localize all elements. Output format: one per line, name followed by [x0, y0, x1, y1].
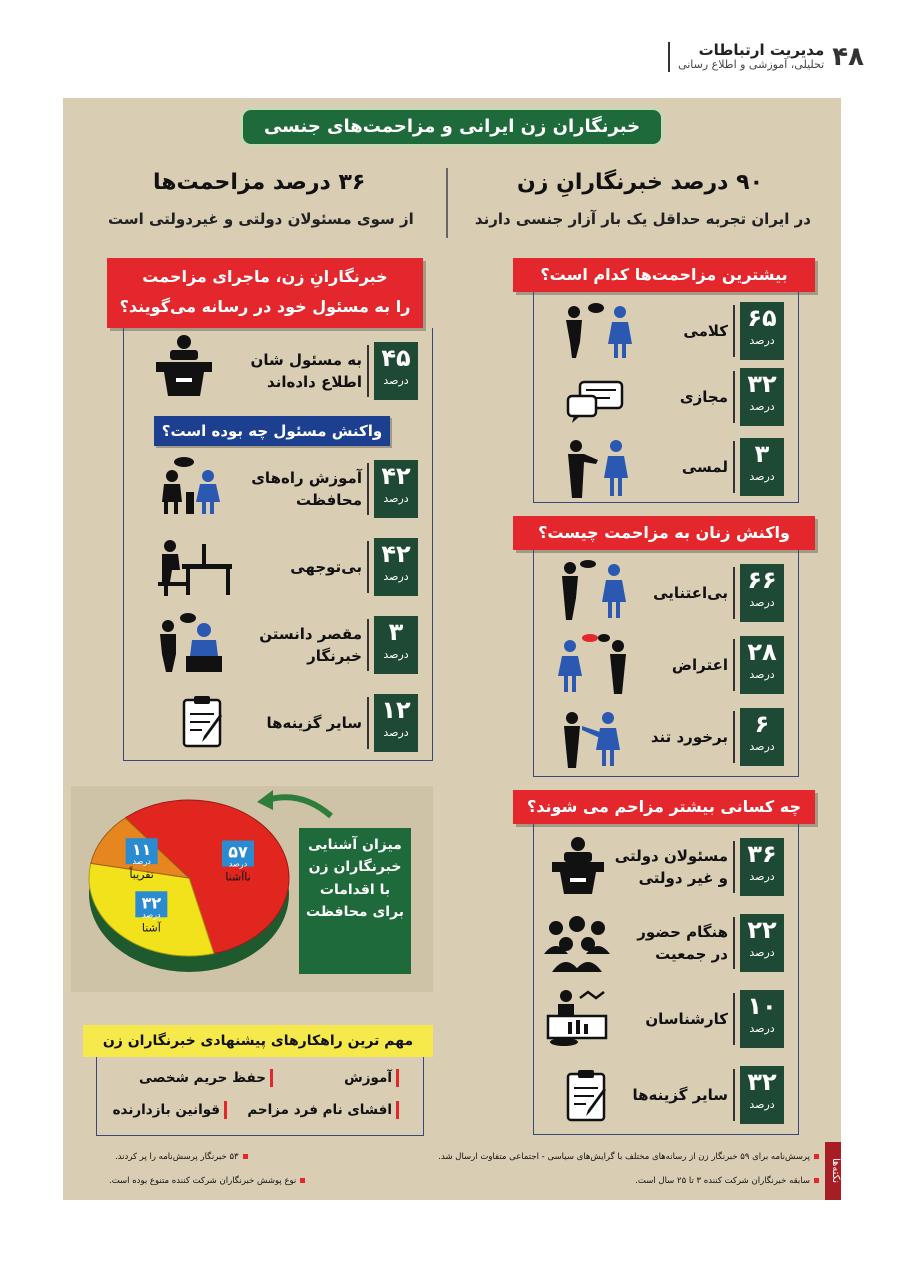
suggestion-item: افشای نام فرد مزاحم [247, 1101, 399, 1119]
stat-90-subtitle: در ایران تجربه حداقل یک بار آزار جنسی دارند [474, 210, 811, 228]
page-number: ۴۸ [832, 42, 864, 72]
pie-slice-label: آشنا [141, 921, 161, 935]
suggestion-item: آموزش [344, 1069, 399, 1087]
who-harasses-title: چه کسانی بیشتر مزاحم می شوند؟ [513, 790, 815, 824]
manager-box [123, 328, 433, 761]
women-reaction-row: ۶۶ درصد بی‌اعتنایی [653, 564, 784, 622]
harassment-type-label: مجازی [679, 387, 728, 406]
manager-reaction-row: ۳ درصد مقصر دانستن خبرنگار [259, 616, 418, 674]
women-reaction-box [533, 550, 799, 777]
told-manager-title: خبرنگارانِ زن، ماجرای مزاحمت را به مسئول خود در رسانه می‌گویند؟ [107, 258, 423, 328]
magazine-title [668, 42, 824, 72]
pie-slice-label: ناآشنا [225, 870, 251, 884]
stat-36-title: ۳۶ درصد مزاحمت‌ها [153, 170, 366, 195]
chat-bubbles-icon [566, 380, 626, 424]
stat-divider [446, 168, 448, 238]
page-header [668, 42, 864, 72]
women-reaction-title: واکنش زنان به مزاحمت چیست؟ [513, 516, 815, 550]
suggestion-item: قوانین بازدارنده [113, 1101, 227, 1119]
training-icon [158, 456, 222, 516]
infographic-title: خبرنگاران زن ایرانی و مزاحمت‌های جنسی [243, 110, 661, 144]
podium-speaker-icon [154, 334, 214, 398]
harassment-type-row [683, 302, 784, 360]
harassment-type-row: ۳ درصد لمسی [682, 438, 784, 496]
who-harasses-row: ۳۲ درصد سایر گزینه‌ها [632, 1066, 784, 1124]
harassment-type-row: ۳۲ درصد مجازی [680, 368, 784, 426]
note-item: پرسش‌نامه برای ۵۹ خبرنگار زن از رسانه‌های مختلف با گرایش‌های سیاسی - اجتماعی متفاوت ارسال شد. [438, 1152, 819, 1162]
manager-reaction-row: ۴۲ درصد آموزش راه‌های محافظت [251, 460, 418, 518]
pie-unit-label: درصد [142, 910, 161, 920]
suggestions-title: مهم ترین راهکارهای پیشنهادی خبرنگاران زن [83, 1025, 433, 1057]
pie-value-label: ۱۱ [131, 840, 152, 860]
touch-harassment-icon [562, 438, 642, 498]
suggestions-box [96, 1057, 424, 1136]
harassment-types-box [533, 292, 799, 503]
magazine-subtitle: تحلیلی، آموزشی و اطلاع رسانی [678, 58, 825, 72]
notes-side-label: نکته‌ها [825, 1142, 841, 1200]
harassment-type-label: کلامی [683, 321, 728, 340]
pie-unit-label: درصد [228, 859, 248, 869]
pie-value-label: ۳۲ [141, 893, 162, 913]
pie-value-label: ۵۷ [228, 842, 248, 862]
who-harasses-row: ۱۰ درصد کارشناسان [645, 990, 784, 1048]
protest-icon [556, 634, 636, 694]
note-item: نوع پوشش خبرنگاران شرکت کننده متنوع بوده است. [109, 1176, 305, 1186]
manager-reaction-row: ۴۲ درصد بی‌توجهی [290, 538, 418, 596]
pie-slice-label: تقریباً [129, 868, 154, 882]
clipboard-icon [180, 694, 228, 748]
percent-badge: ۶۵ درصد [740, 302, 784, 360]
pie-unit-label: درصد [132, 857, 151, 867]
desk-worker-icon [154, 536, 234, 596]
who-harasses-row: ۳۶ درصد مسئولان دولتی و غیر دولتی [615, 838, 784, 896]
blame-icon [156, 612, 226, 674]
told-manager-row: ۴۵ درصد به مسئول شان اطلاع داده‌اند [251, 342, 418, 400]
stat-90-title: ۹۰ درصد خبرنگارانِ زن [516, 170, 763, 195]
manager-reaction-row: ۱۲ درصد سایر گزینه‌ها [266, 694, 418, 752]
verbal-harassment-icon [552, 302, 642, 358]
ignore-icon [556, 560, 636, 620]
harassment-types-title: بیشترین مزاحمت‌ها کدام است؟ [513, 258, 815, 292]
suggestion-item: حفظ حریم شخصی [139, 1069, 273, 1087]
infographic-panel [63, 98, 841, 1200]
stat-36-subtitle: از سوی مسئولان دولتی و غیردولتی است [108, 210, 414, 228]
note-item: سابقه خبرنگاران شرکت کننده ۳ تا ۲۵ سال است. [635, 1176, 819, 1186]
who-harasses-row: ۲۲ درصد هنگام حضور در جمعیت [637, 914, 784, 972]
manager-reaction-title: واکنش مسئول چه بوده است؟ [154, 416, 390, 446]
confront-icon [556, 708, 636, 768]
clipboard-icon [564, 1068, 612, 1122]
who-harasses-box [533, 824, 799, 1135]
awareness-box: میزان آشنایی خبرنگاران زن با اقدامات برای محافظت [299, 828, 411, 974]
crowd-icon [542, 914, 612, 974]
podium-speaker-icon [548, 836, 608, 894]
expert-icon [544, 988, 614, 1048]
women-reaction-row: ۲۸ درصد اعتراض [672, 636, 784, 694]
magazine-name: مدیریت ارتباطات [698, 41, 825, 60]
harassment-type-label: لمسی [681, 457, 728, 476]
note-item: ۵۳ خبرنگار پرسش‌نامه را پر کردند. [115, 1152, 248, 1162]
women-reaction-row: ۶ درصد برخورد تند [651, 708, 784, 766]
green-arrow-icon [251, 786, 341, 822]
